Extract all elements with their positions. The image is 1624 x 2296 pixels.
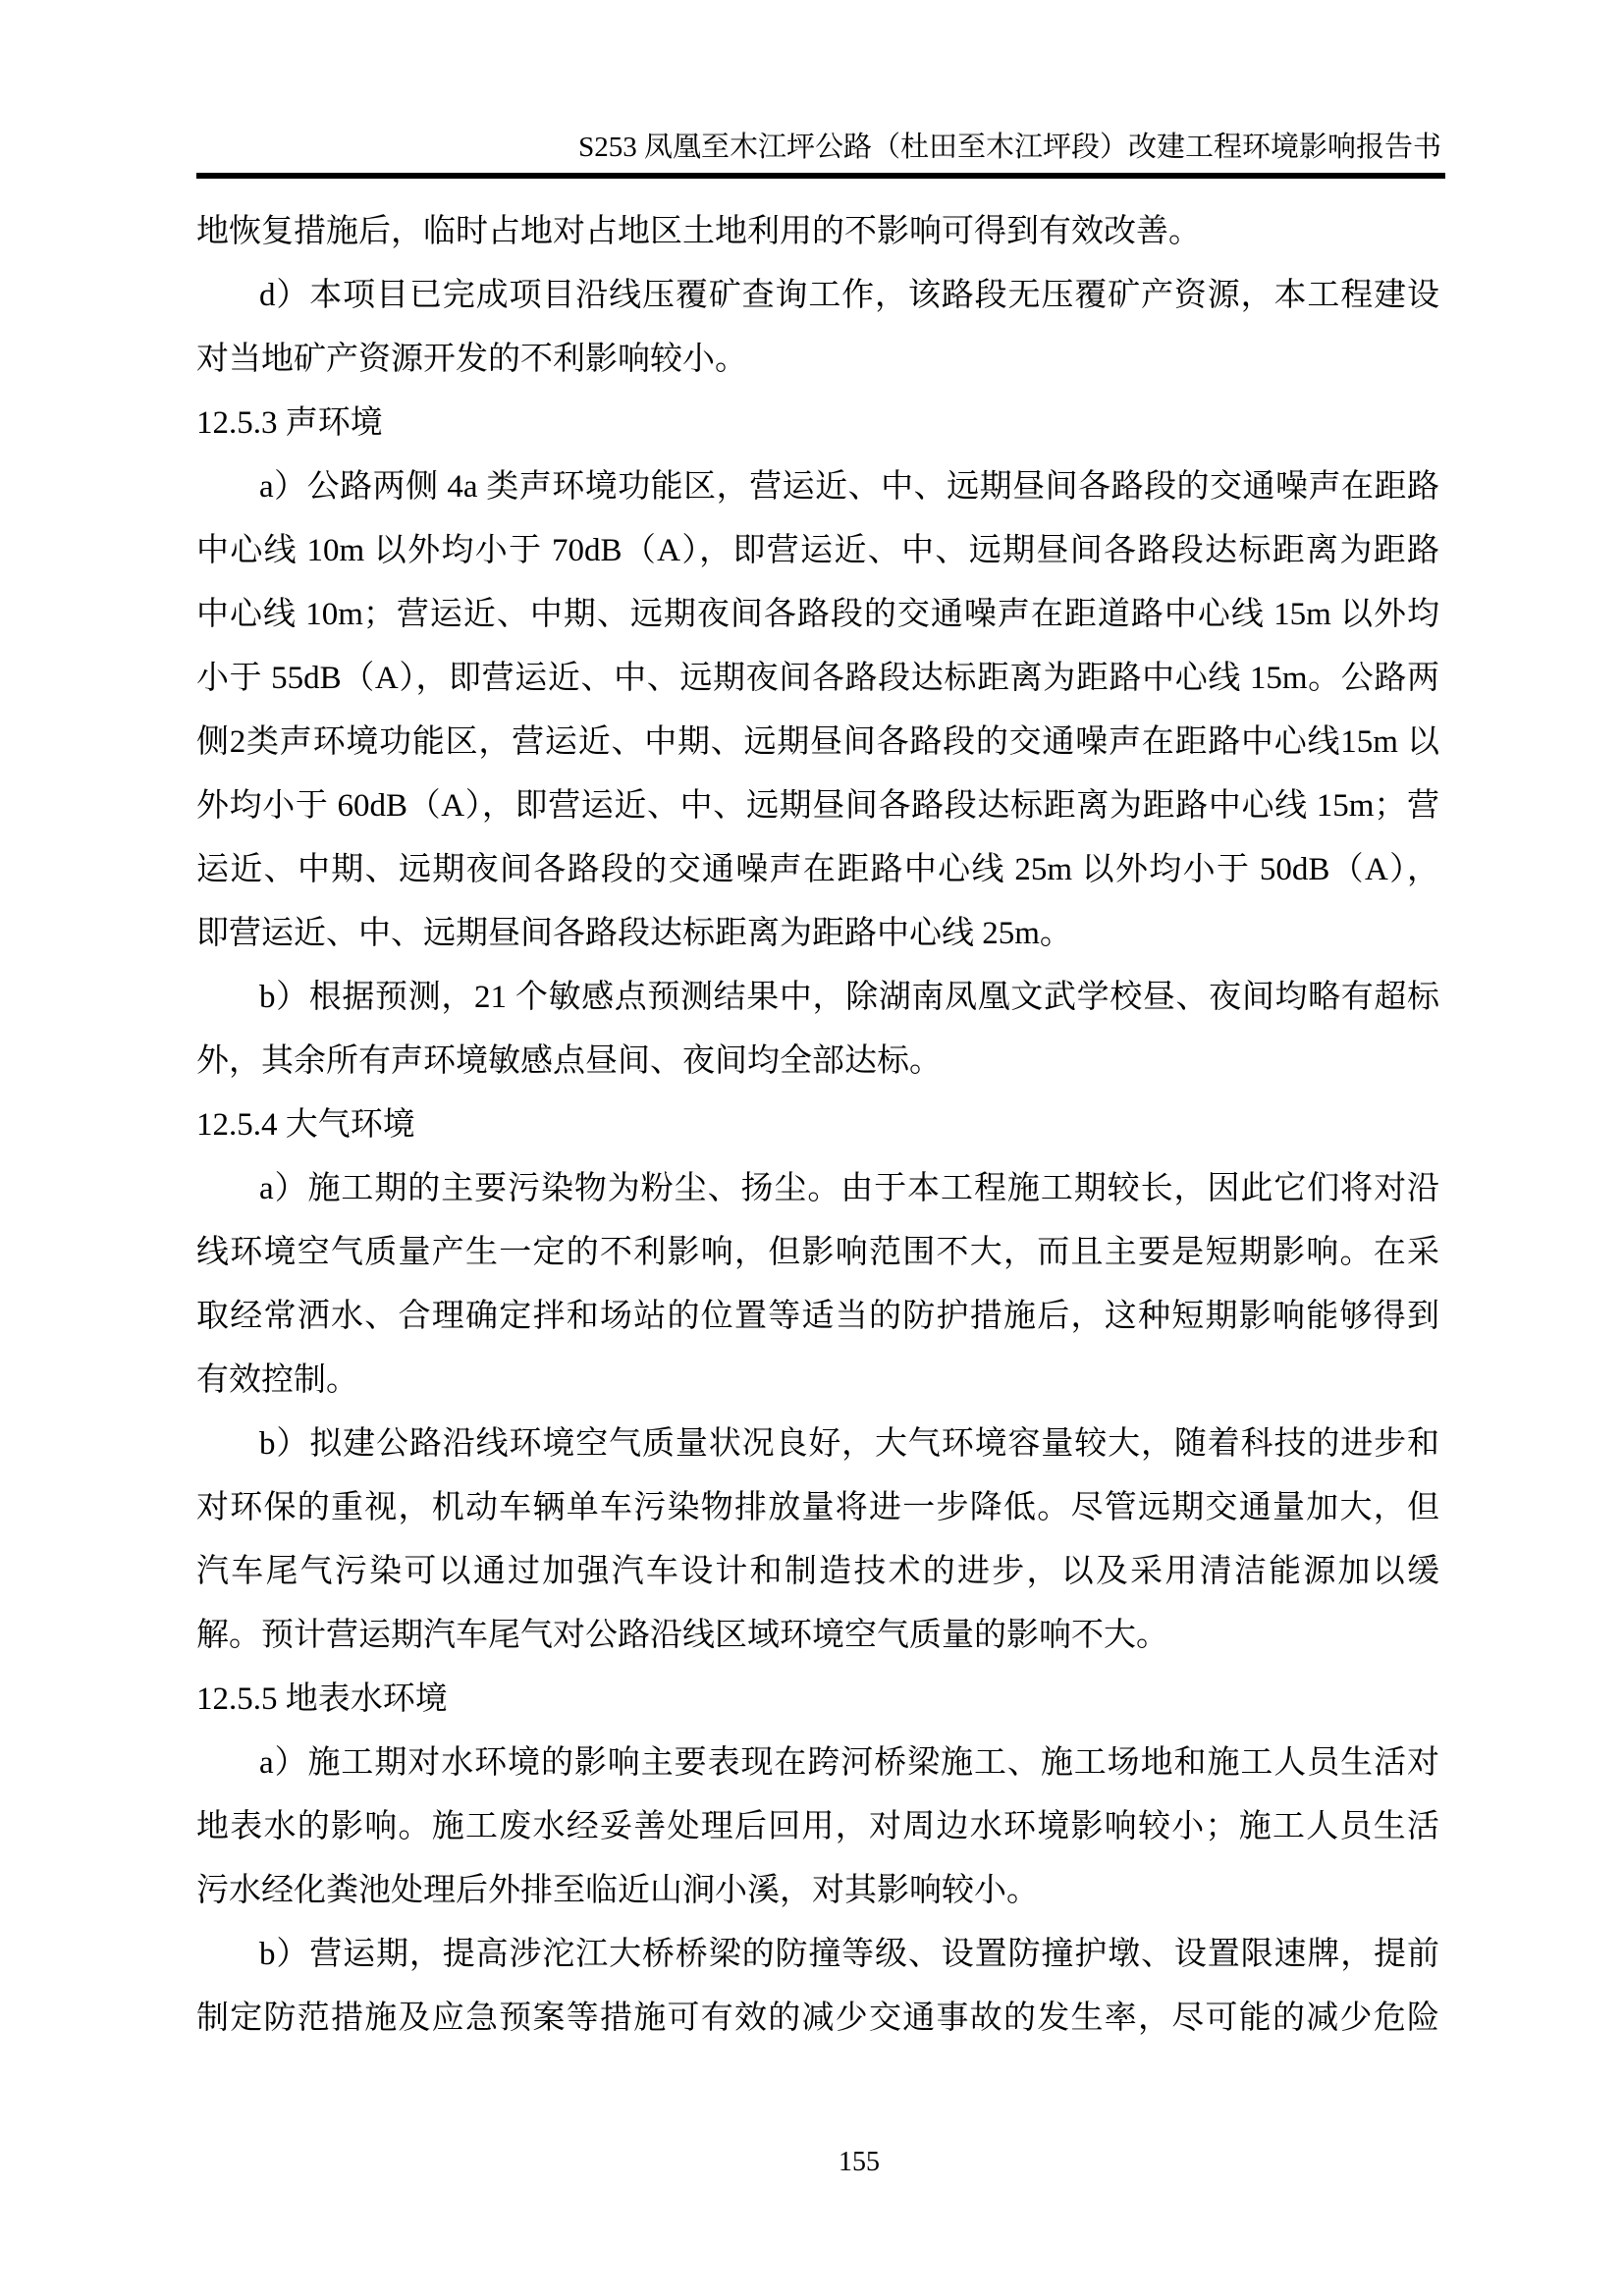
text-line: a）施工期对水环境的影响主要表现在跨河桥梁施工、施工场地和施工人员生活对 bbox=[259, 1745, 1439, 1781]
text-line: d）本项目已完成项目沿线压覆矿查询工作，该路段无压覆矿产资源，本工程建设 bbox=[259, 278, 1439, 313]
page-number: 155 bbox=[839, 2147, 880, 2177]
text-line: 线环境空气质量产生一定的不利影响，但影响范围不大，而且主要是短期影响。在采 bbox=[196, 1235, 1439, 1270]
text-line: 污水经化粪池处理后外排至临近山涧小溪，对其影响较小。 bbox=[196, 1873, 1039, 1908]
text-line: a）公路两侧 4a 类声环境功能区，营运近、中、远期昼间各路段的交通噪声在距路 bbox=[259, 469, 1439, 505]
text-line: 即营运近、中、远期昼间各路段达标距离为距路中心线 25m。 bbox=[196, 916, 1072, 951]
section-heading: 12.5.3 声环境 bbox=[196, 405, 383, 441]
text-line: 对环保的重视，机动车辆单车污染物排放量将进一步降低。尽管远期交通量加大，但 bbox=[196, 1490, 1439, 1525]
section-heading: 12.5.5 地表水环境 bbox=[196, 1682, 448, 1717]
text-line: b）根据预测，21 个敏感点预测结果中，除湖南凤凰文武学校昼、夜间均略有超标 bbox=[259, 980, 1439, 1015]
header-rule bbox=[196, 173, 1445, 179]
text-line: 运近、中期、远期夜间各路段的交通噪声在距路中心线 25m 以外均小于 50dB（A）， bbox=[196, 852, 1439, 887]
text-line: b）营运期，提高涉沱江大桥桥梁的防撞等级、设置防撞护墩、设置限速牌，提前 bbox=[259, 1937, 1439, 1972]
text-line: 中心线 10m 以外均小于 70dB（A），即营运近、中、远期昼间各路段达标距离为距路 bbox=[196, 533, 1439, 568]
text-line: 汽车尾气污染可以通过加强汽车设计和制造技术的进步，以及采用清洁能源加以缓 bbox=[196, 1554, 1439, 1589]
text-line: 小于 55dB（A），即营运近、中、远期夜间各路段达标距离为距路中心线 15m。公路两 bbox=[196, 661, 1439, 696]
text-line: b）拟建公路沿线环境空气质量状况良好，大气环境容量较大，随着科技的进步和 bbox=[259, 1426, 1439, 1462]
text-line: 取经常洒水、合理确定拌和场站的位置等适当的防护措施后，这种短期影响能够得到 bbox=[196, 1299, 1439, 1334]
text-line: 制定防范措施及应急预案等措施可有效的减少交通事故的发生率，尽可能的减少危险 bbox=[196, 2001, 1439, 2036]
text-line: 外，其余所有声环境敏感点昼间、夜间均全部达标。 bbox=[196, 1043, 942, 1079]
text-line: 地恢复措施后，临时占地对占地区土地利用的不影响可得到有效改善。 bbox=[196, 214, 1201, 249]
section-heading: 12.5.4 大气环境 bbox=[196, 1107, 415, 1143]
text-line: 有效控制。 bbox=[196, 1362, 358, 1398]
text-line: 侧2类声环境功能区，营运近、中期、远期昼间各路段的交通噪声在距路中心线15m 以 bbox=[196, 724, 1439, 760]
page-header-title: S253 凤凰至木江坪公路（杜田至木江坪段）改建工程环境影响报告书 bbox=[578, 132, 1441, 163]
text-line: 解。预计营运期汽车尾气对公路沿线区域环境空气质量的影响不大。 bbox=[196, 1618, 1168, 1653]
text-line: 地表水的影响。施工废水经妥善处理后回用，对周边水环境影响较小；施工人员生活 bbox=[196, 1809, 1439, 1844]
text-line: 对当地矿产资源开发的不利影响较小。 bbox=[196, 342, 747, 377]
document-body bbox=[196, 200, 1439, 2051]
text-line: 外均小于 60dB（A），即营运近、中、远期昼间各路段达标距离为距路中心线 15m；营 bbox=[196, 788, 1439, 824]
text-line: 中心线 10m；营运近、中期、远期夜间各路段的交通噪声在距道路中心线 15m 以外均 bbox=[196, 597, 1439, 632]
text-line: a）施工期的主要污染物为粉尘、扬尘。由于本工程施工期较长，因此它们将对沿 bbox=[259, 1171, 1439, 1206]
